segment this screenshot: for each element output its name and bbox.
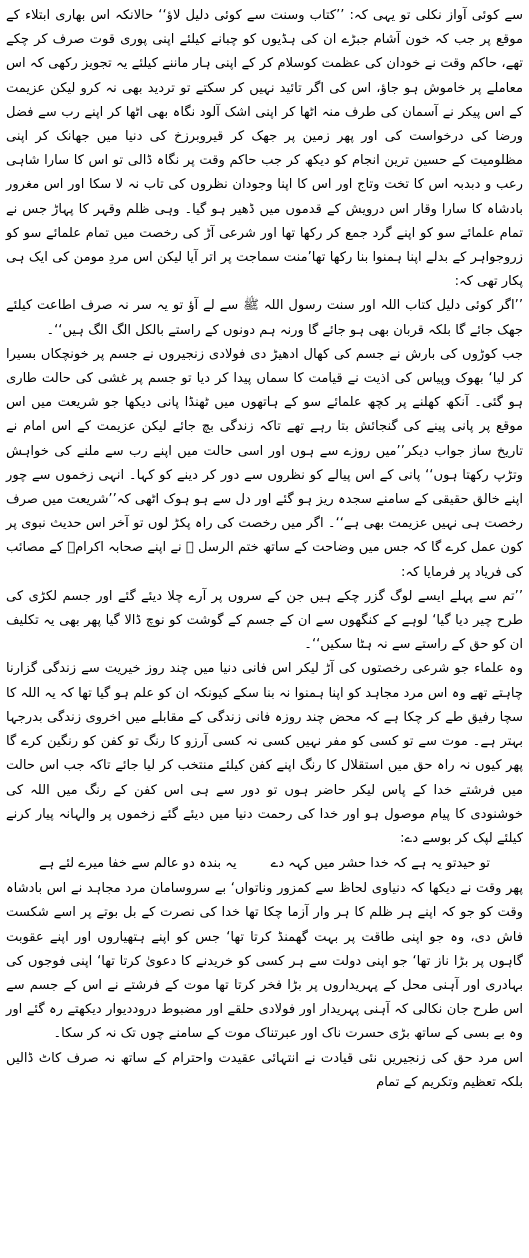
- paragraph: پھر وقت نے دیکھا کہ دنیاوی لحاظ سے کمزور وناتواں‘ بے سروسامان مرد مجاہد نے اس بادشاہ وقت کو جو کہ اپنے ہر ظلم کا ہر وار آزما چکا تھا خدا کی نصرت کے بل بوتے پر اسے شکست فاش دی، وہ جو اپنی طاقت پر بہت گھمنڈ کرتا تھا‘ جس کو اپنے ہتھیاروں اور اپنے عقوبت گاہوں پر بڑا ناز تھا‘ جو اپنی دولت سے ہر کسی کو خریدنے کا دعویٰ کرتا تھا‘ اپنی فوجوں کی بہادری اور آہنی محل کے پہریداروں پر بڑا فخر کرتا تھا موت کے فرشتے نے اس کے جسم سے اس طرح جان نکالی کہ آہنی پہریدار اور فولادی حلقے اور مضبوط دروددیوار دیکھتے رہ گئے اور وہ بے بسی کے ساتھ بڑی حسرت ناک اور عبرتناک موت کے سامنے چوں تک نہ کر سکا۔: [6, 881, 523, 1042]
- poetry-couplet: [6, 851, 523, 877]
- quote-paragraph: ’’اگر کوئی دلیل کتاب اللہ اور سنت رسول اللہ ﷺ سے لے آؤ تو یہ سر نہ صرف اطاعت کیلئے جھک جائے گا بلکہ قربان بھی ہو جائے گا ورنہ ہم دونوں کے راستے بالکل الگ الگ ہیں‘‘۔: [6, 298, 523, 338]
- couplet-second-line: یہ بندہ دو عالم سے خفا میرے لئے ہے: [39, 856, 237, 872]
- couplet-first-line: تو حیدتو یہ ہے کہ خدا حشر میں کہہ دے: [270, 856, 490, 872]
- paragraph-continued: اس مرد حق کی زنجیریں نئی قیادت نے انتہائی عقیدت واحترام کے ساتھ نہ صرف کاٹ ڈالیں بلکہ تعظیم وتکریم کے تمام: [6, 1050, 523, 1090]
- paragraph: سے کوئی آواز نکلی تو یہی کہ: ’’کتاب وسنت سے کوئی دلیل لاؤ‘‘ حالانکہ اس بھاری ابتلاء کے موقع پر جب کہ خون آشام جبڑے ان کی ہڈیوں کو چبانے کیلئے اپنی پوری قوت صرف کر چکے تھے، حاکم وقت نے خودان کی عظمت کوسلام کر کے اپنی ہار ماننے کیلئے یہ تجویز رکھی کہ اس معاملے پر خاموش ہو جاؤ، اس کی اگر تائید نہیں کر سکتے تو تردید بھی نہ کرو لیکن عزیمت کے اس پیکر نے آسمان کی طرف منہ اٹھا کر اپنی اشک آلود نگاہ بھی اٹھا کر اپنے رب سے فضل ورضا کی درخواست کی اور پھر زمین پر جھک کر قیروبرزخ کی دنیا میں جھانک کر اپنی مظلومیت کے حسین ترین انجام کو دیکھ کر جب حاکم وقت پر نگاہ ڈالی تو اس کا سارا شاہی رعب و دبدبہ اس کا تخت وتاج اور اس کا اپنا وجودان نظروں کی تاب نہ لا سکا اور اس مغرور بادشاہ کا سارا وقار اس درویش کے قدموں میں ڈھیر ہو گیا۔ وہی ظلم وقہر کا پہاڑ جس نے تمام علمائے سو کو اپنے گرد جمع کر رکھا تھا اور شرعی آڑ کی رخصت میں تمام علمائے سو کو زروجواہر کے بدلے اپنا ہمنوا بنا رکھا تھا’منت سماجت پر اتر آیا لیکن اس مردِ مومن کی ایک ہی پکار تھی کہ:: [6, 8, 523, 290]
- paragraph: وہ علماء جو شرعی رخصتوں کی آڑ لیکر اس فانی دنیا میں چند روز خیریت سے زندگی گزارنا چاہتے تھے وہ اس مرد مجاہد کو اپنا ہمنوا نہ بنا سکے کیونکہ ان کو علم ہو گیا تھا کہ یہ اللہ کا سچا رفیق طے کر چکا ہے کہ محض چند روزہ فانی زندگی کے مقابلے میں اخروی زندگی بدرجہا بہتر ہے۔ موت سے تو کسی کو مفر نہیں کسی نہ کسی آرزو کا رنگ تو کفن کو رنگین کرے گا پھر کیوں نہ راہ حق میں استقلال کا رنگ اپنے کفن کیلئے منتخب کر لیا جائے تاکہ جب اس حالت میں فرشتے خدا کے پاس لیکر حاضر ہوں تو دور سے ہی اس کفن کے رنگ میں اللہ کی خوشنودی کا پیام موصول ہو اور خدا کی رحمت دنیا میں دیئے گئے زخموں پر والہانہ پیار کرنے کیلئے لپک کر بوسے دے:: [6, 661, 523, 846]
- paragraph: جب کوڑوں کی بارش نے جسم کی کھال ادھیڑ دی فولادی زنجیروں نے جسم پر خونچکاں بسیرا کر لیا‘ بھوک وپیاس کی اذیت نے قیامت کا سماں پیدا کر دیا تو جسم پر غشی کی حالت طاری ہو گئی۔ آنکھ کھلنے پر کچھ علمائے سو کے ہاتھوں میں ٹھنڈا پانی دیکھا جو شریعت میں اس موقع پر پانی پینے کی گنجائش بتا رہے تھے تاکہ زندگی بچ جائے لیکن عزیمت کے اس امام نے تاریخ ساز جواب دیکر’’میں روزے سے ہوں اور اسی حالت میں اپنے رب سے ملنے کی خواہش وتڑپ رکھتا ہوں‘‘ پانی کے اس پیالے کو نظروں سے دور کر دینے کو کہا۔ انہی زخموں سے چور اپنے خالق حقیقی کے سامنے سجدہ ریز ہو گئے اور دل سے ہو ہوک اٹھی کہ’’شریعت میں صرف رخصت ہی نہیں عزیمت بھی ہے‘‘۔ اگر میں رخصت کی راہ پکڑ لوں تو آخر اس حدیث نبوی پر کون عمل کرے گا کہ جس میں وضاحت کے ساتھ ختم الرسل ﷺ نے اپنے صحابہ اکرامؓ کے مصائب کی فریاد پر فرمایا کہ:: [6, 346, 523, 580]
- hadith-quote: ’’تم سے پہلے ایسے لوگ گزر چکے ہیں جن کے سروں پر آرے چلا دیئے گئے اور جسم لکڑی کی طرح چیر دیا گیا‘ لوہے کے کنگھوں سے ان کے جسم کے گوشت کو نوچ ڈالا گیا پھر بھی یہ تکلیف ان کو حق کے راستے سے نہ ہٹا سکیں‘‘۔: [6, 588, 523, 653]
